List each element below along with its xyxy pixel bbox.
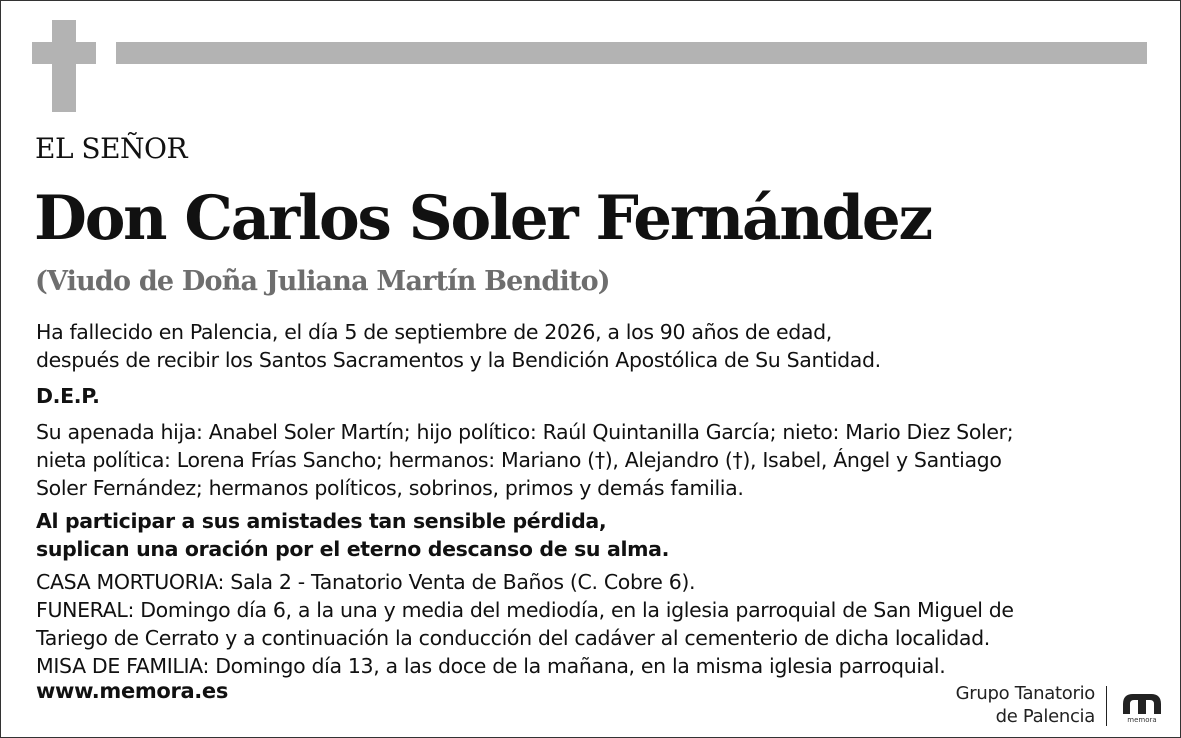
service-line: Tariego de Cerrato y a continuación la conducción del cadáver al cementerio de dicha localidad. bbox=[36, 626, 990, 650]
company-line2: de Palencia bbox=[995, 706, 1095, 727]
company-name bbox=[956, 682, 1095, 728]
salutation: EL SEÑOR bbox=[35, 132, 188, 165]
death-paragraph bbox=[36, 318, 881, 374]
cross-vertical bbox=[52, 20, 76, 112]
service-line: CASA MORTUORIA: Sala 2 - Tanatorio Venta de Baños (C. Cobre 6). bbox=[36, 570, 696, 594]
memora-logo-label: memora bbox=[1127, 716, 1157, 724]
widower-subtitle: (Viudo de Doña Juliana Martín Bendito) bbox=[35, 266, 610, 297]
request-line: suplican una oración por el eterno descanso de su alma. bbox=[36, 537, 670, 561]
death-line: después de recibir los Santos Sacramentos y la Bendición Apostólica de Su Santidad. bbox=[36, 348, 881, 372]
service-line: MISA DE FAMILIA: Domingo día 13, a las doce de la mañana, en la misma iglesia parroquial. bbox=[36, 654, 946, 678]
death-line: Ha fallecido en Palencia, el día 5 de septiembre de 2026, a los 90 años de edad, bbox=[36, 320, 832, 344]
website-link[interactable]: www.memora.es bbox=[36, 679, 228, 703]
service-line: FUNERAL: Domingo día 6, a la una y media del mediodía, en la iglesia parroquial de San Miguel de bbox=[36, 598, 1014, 622]
dep-label: D.E.P. bbox=[36, 384, 100, 408]
cross-horizontal bbox=[32, 42, 96, 64]
header-rule bbox=[116, 42, 1147, 64]
company-line1: Grupo Tanatorio bbox=[955, 683, 1095, 704]
family-line: nieta política: Lorena Frías Sancho; hermanos: Mariano (†), Alejandro (†), Isabel, Ángel y Santiago bbox=[36, 448, 1002, 472]
family-line: Soler Fernández; hermanos políticos, sobrinos, primos y demás familia. bbox=[36, 476, 744, 500]
logo-divider bbox=[1106, 686, 1107, 726]
services-paragraph bbox=[36, 568, 1014, 680]
request-paragraph bbox=[36, 507, 669, 563]
family-paragraph bbox=[36, 418, 1013, 502]
family-line: Su apenada hija: Anabel Soler Martín; hijo político: Raúl Quintanilla García; nieto: Mario Diez Soler; bbox=[36, 420, 1014, 444]
request-line: Al participar a sus amistades tan sensible pérdida, bbox=[36, 509, 607, 533]
deceased-name: Don Carlos Soler Fernández bbox=[34, 183, 931, 254]
